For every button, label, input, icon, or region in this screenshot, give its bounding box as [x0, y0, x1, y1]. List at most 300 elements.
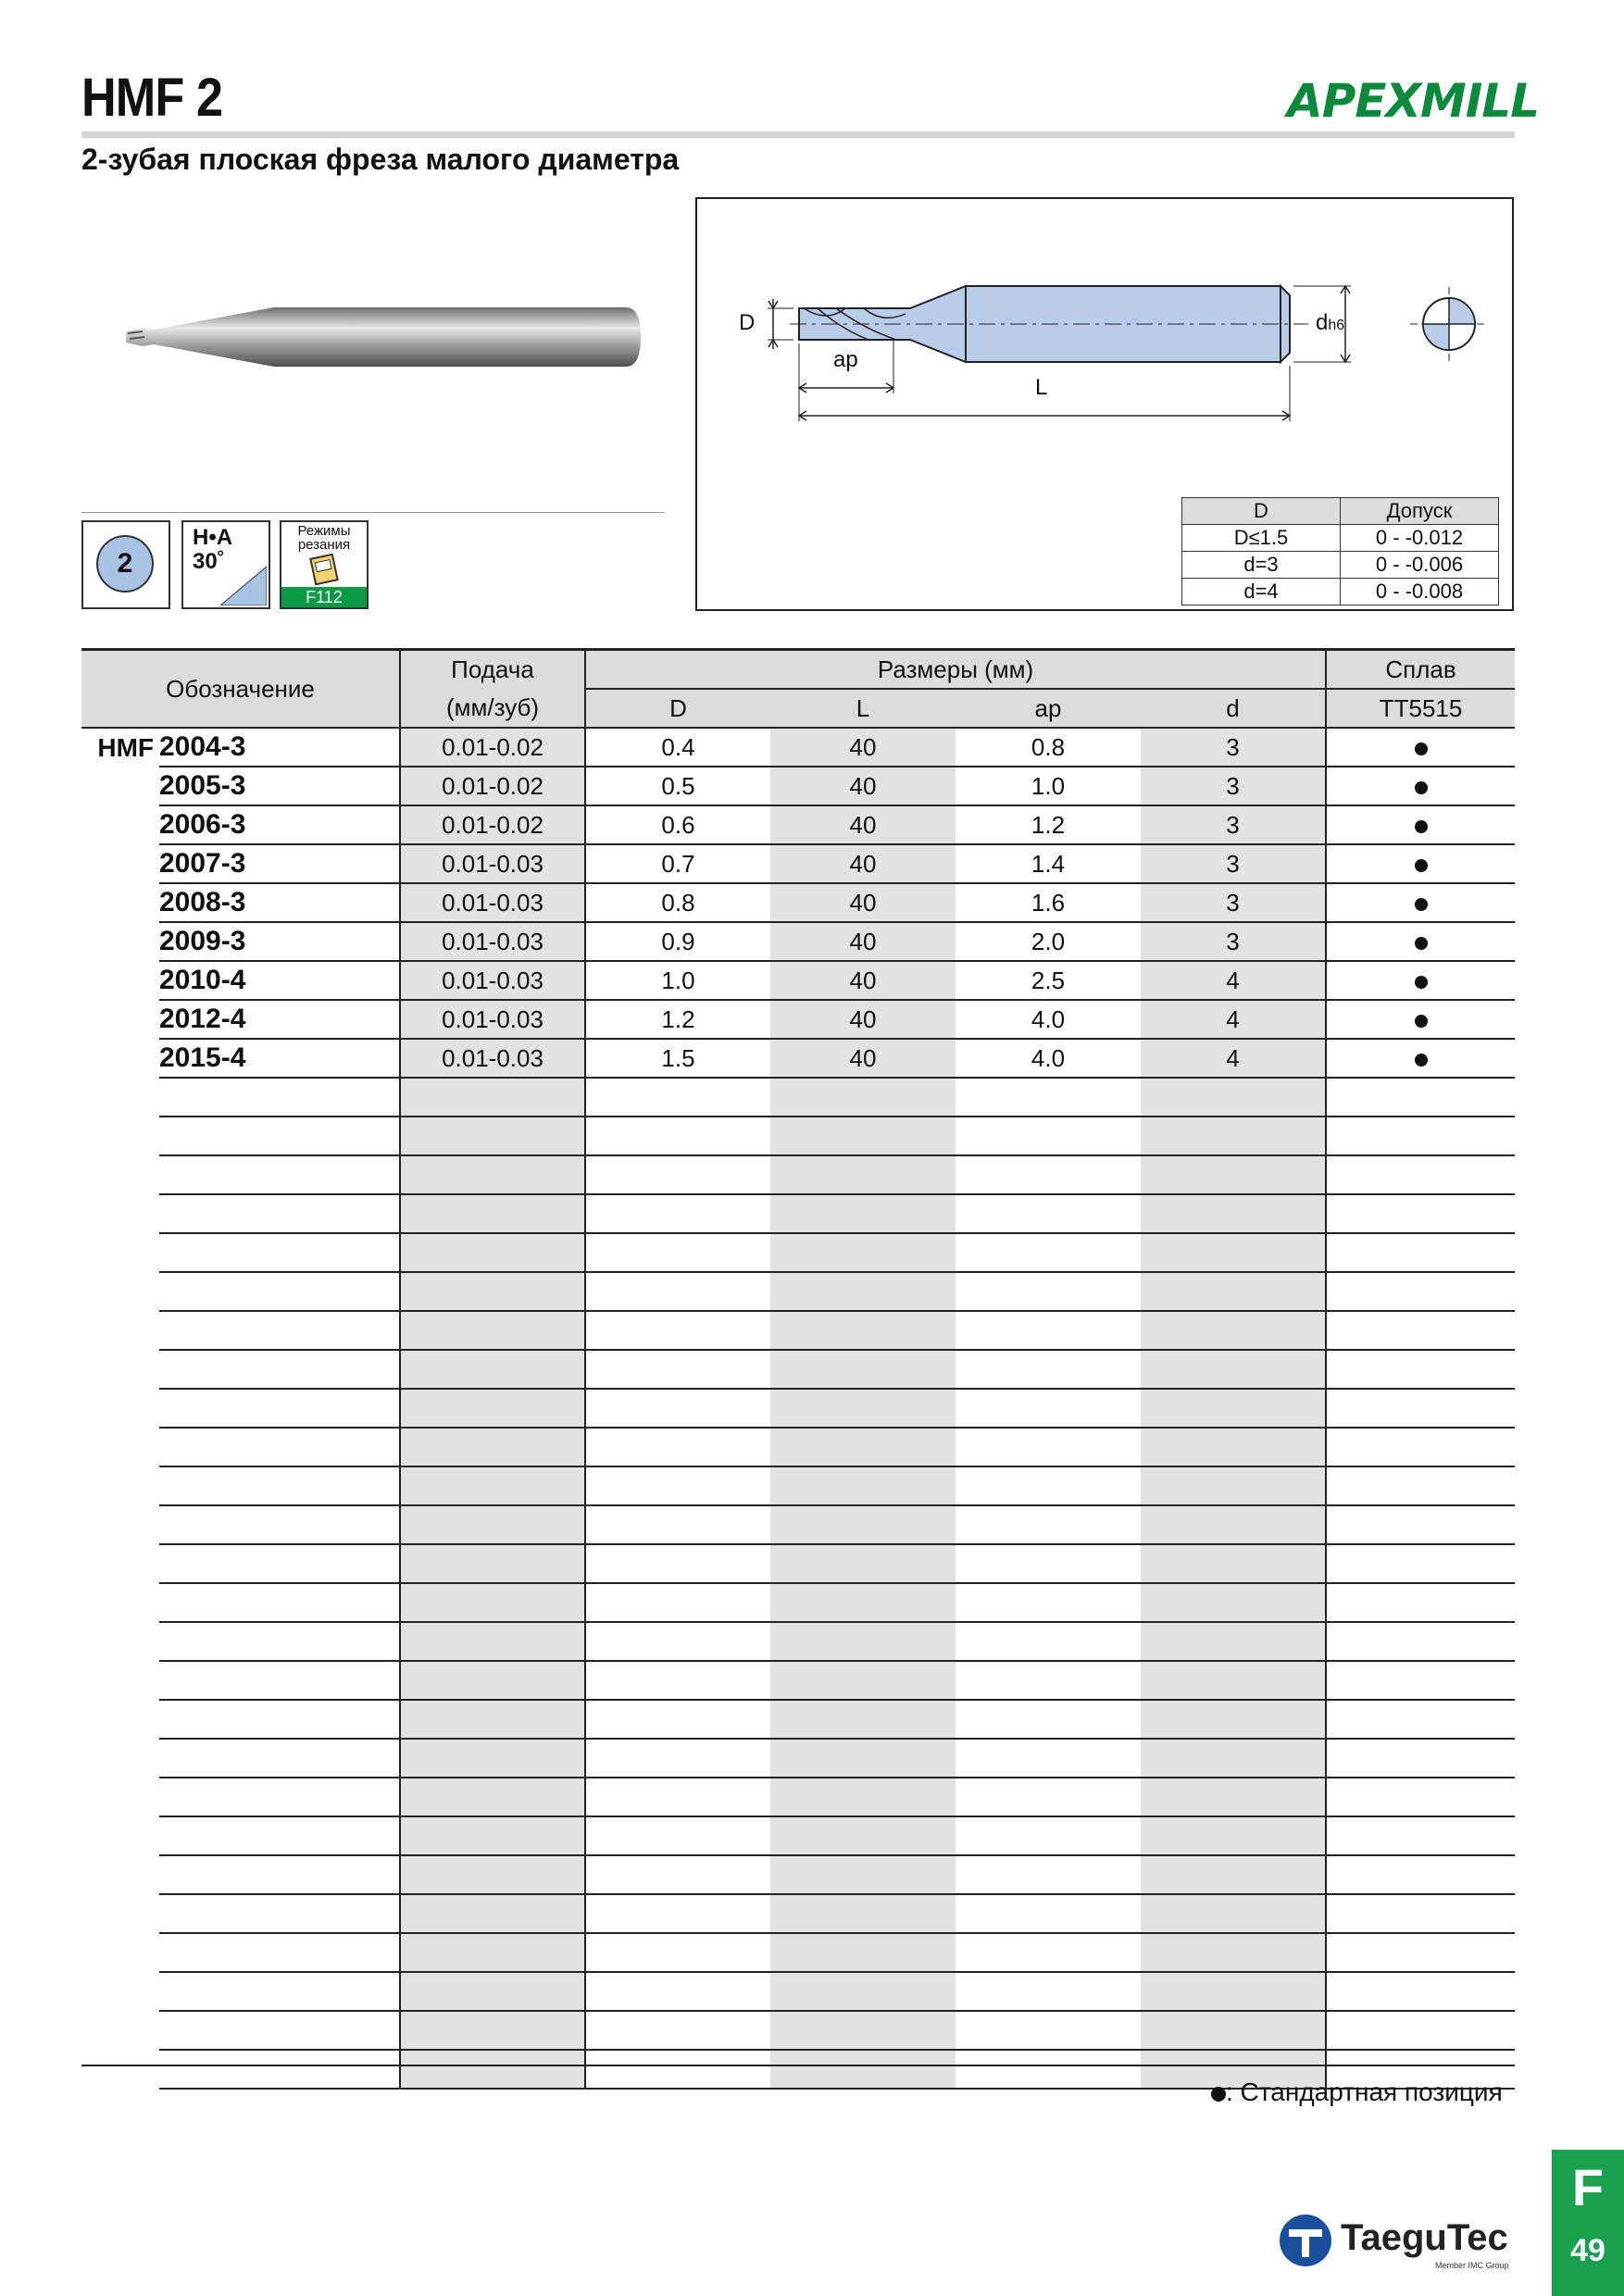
designation-cell	[159, 1622, 400, 1661]
empty-cell	[585, 1311, 770, 1350]
empty-cell	[1326, 1739, 1515, 1778]
empty-cell	[1141, 1350, 1326, 1389]
empty-cell	[770, 1078, 956, 1117]
empty-row	[81, 1428, 1515, 1466]
row-prefix	[81, 1272, 159, 1311]
table-bottom-rule	[81, 2065, 1515, 2066]
empty-cell	[770, 1117, 956, 1155]
row-prefix	[81, 2050, 159, 2089]
empty-cell	[400, 1933, 585, 1972]
empty-cell	[585, 2050, 770, 2089]
row-prefix	[81, 805, 159, 844]
availability-cell	[1326, 922, 1515, 961]
header-feed: Подача	[400, 650, 585, 690]
empty-cell	[1326, 1233, 1515, 1272]
availability-cell	[1326, 961, 1515, 1000]
empty-cell	[1141, 1661, 1326, 1700]
empty-cell	[400, 1428, 585, 1466]
empty-row	[81, 1972, 1515, 2011]
empty-cell	[1141, 1078, 1326, 1117]
empty-cell	[1141, 1233, 1326, 1272]
empty-cell	[770, 1778, 956, 1816]
designation-cell	[159, 1389, 400, 1428]
empty-cell	[770, 1272, 956, 1311]
empty-cell	[400, 1389, 585, 1428]
feed-cell: 0.01-0.02	[400, 767, 585, 805]
empty-cell	[585, 1933, 770, 1972]
L-cell: 40	[770, 961, 956, 1000]
empty-cell	[956, 1972, 1141, 2011]
row-prefix	[81, 2011, 159, 2050]
header-L: L	[770, 689, 956, 728]
ap-cell: 1.4	[956, 844, 1141, 883]
standard-dot-icon	[1415, 820, 1428, 833]
row-prefix	[81, 1855, 159, 1894]
ap-cell: 1.0	[956, 767, 1141, 805]
d-cell: 3	[1141, 767, 1326, 805]
empty-cell	[585, 1466, 770, 1505]
tolerance-cell: 0 - -0.008	[1341, 579, 1499, 605]
empty-cell	[1141, 1466, 1326, 1505]
empty-cell	[1326, 1389, 1515, 1428]
availability-cell	[1326, 767, 1515, 805]
standard-dot-icon	[1415, 898, 1428, 911]
row-prefix	[81, 1816, 159, 1855]
product-table-body	[81, 728, 1515, 2089]
photo-divider	[81, 512, 665, 513]
designation-cell	[159, 1661, 400, 1700]
empty-cell	[1141, 1389, 1326, 1428]
designation-cell	[159, 1194, 400, 1233]
empty-cell	[1326, 1778, 1515, 1816]
empty-cell	[400, 1778, 585, 1816]
empty-cell	[1141, 1583, 1326, 1622]
d-cell: 3	[1141, 728, 1326, 767]
designation-cell	[159, 1428, 400, 1466]
cutting-conditions-icon	[280, 520, 369, 609]
designation-cell: 2010-4	[159, 961, 400, 1000]
tolerance-cell: 0 - -0.012	[1341, 525, 1499, 552]
empty-cell	[400, 1700, 585, 1739]
helix-angle-icon	[181, 520, 270, 609]
empty-row	[81, 1778, 1515, 1816]
designation-cell	[159, 1350, 400, 1389]
empty-cell	[1141, 1544, 1326, 1583]
empty-cell	[956, 1233, 1141, 1272]
empty-cell	[1326, 1155, 1515, 1194]
empty-cell	[1326, 1272, 1515, 1311]
designation-cell	[159, 1505, 400, 1544]
empty-cell	[400, 1272, 585, 1311]
empty-cell	[770, 1894, 956, 1933]
row-prefix	[81, 1700, 159, 1739]
empty-cell	[585, 1661, 770, 1700]
company-name: TaeguTec	[1341, 2217, 1508, 2258]
empty-cell	[400, 1972, 585, 2011]
D-cell: 1.2	[585, 1000, 770, 1039]
D-cell: 0.5	[585, 767, 770, 805]
designation-cell	[159, 1700, 400, 1739]
empty-row	[81, 1700, 1515, 1739]
empty-row	[81, 1622, 1515, 1661]
empty-cell	[1141, 1622, 1326, 1661]
availability-cell	[1326, 805, 1515, 844]
header-ap: ap	[956, 689, 1141, 728]
empty-row	[81, 1583, 1515, 1622]
empty-row	[81, 1661, 1515, 1700]
empty-cell	[770, 1505, 956, 1544]
row-prefix	[81, 1155, 159, 1194]
row-prefix	[81, 1039, 159, 1078]
row-prefix	[81, 1505, 159, 1544]
ap-cell: 2.5	[956, 961, 1141, 1000]
designation-cell: 2006-3	[159, 805, 400, 844]
empty-cell	[585, 1622, 770, 1661]
standard-dot-icon	[1415, 781, 1428, 794]
availability-cell	[1326, 883, 1515, 922]
cutting-page-ref: F112	[281, 587, 367, 607]
standard-dot-icon	[1415, 976, 1428, 989]
page-subtitle: 2-зубая плоская фреза малого диаметра	[81, 143, 680, 176]
D-cell: 0.6	[585, 805, 770, 844]
empty-cell	[956, 1194, 1141, 1233]
standard-dot-icon	[1415, 1015, 1428, 1028]
empty-cell	[956, 1078, 1141, 1117]
empty-cell	[1326, 1855, 1515, 1894]
D-cell: 0.4	[585, 728, 770, 767]
empty-cell	[1326, 1622, 1515, 1661]
empty-cell	[770, 2050, 956, 2089]
tolerance-header-tolerance: Допуск	[1341, 498, 1499, 525]
feed-cell: 0.01-0.03	[400, 1039, 585, 1078]
d-cell: 3	[1141, 805, 1326, 844]
ap-cell: 2.0	[956, 922, 1141, 961]
empty-row	[81, 1233, 1515, 1272]
empty-cell	[1326, 1194, 1515, 1233]
empty-cell	[400, 2050, 585, 2089]
empty-cell	[770, 1700, 956, 1739]
tolerance-cell: D≤1.5	[1182, 525, 1341, 552]
empty-cell	[1141, 1505, 1326, 1544]
empty-cell	[956, 1117, 1141, 1155]
D-cell: 1.0	[585, 961, 770, 1000]
empty-row	[81, 1505, 1515, 1544]
row-prefix	[81, 1544, 159, 1583]
empty-row	[81, 1272, 1515, 1311]
empty-cell	[1326, 1466, 1515, 1505]
empty-row	[81, 1894, 1515, 1933]
empty-cell	[770, 1155, 956, 1194]
dim-label-d: dh6	[1316, 310, 1345, 335]
empty-cell	[770, 1622, 956, 1661]
empty-cell	[1141, 1155, 1326, 1194]
empty-cell	[1326, 1583, 1515, 1622]
row-prefix	[81, 883, 159, 922]
standard-dot-icon	[1415, 1054, 1428, 1067]
empty-cell	[1141, 1194, 1326, 1233]
designation-cell: 2007-3	[159, 844, 400, 883]
section-tab	[1552, 2150, 1624, 2296]
empty-cell	[585, 1855, 770, 1894]
tolerance-cell: d=3	[1182, 552, 1341, 579]
empty-cell	[585, 1816, 770, 1855]
empty-cell	[1326, 1350, 1515, 1389]
empty-cell	[956, 1311, 1141, 1350]
empty-cell	[956, 1933, 1141, 1972]
cutting-label-1: Режимы	[297, 523, 351, 539]
empty-cell	[585, 1778, 770, 1816]
empty-cell	[770, 1466, 956, 1505]
dim-label-ap: ap	[833, 347, 858, 372]
tolerance-table	[1181, 497, 1499, 605]
designation-cell	[159, 1933, 400, 1972]
empty-row	[81, 1350, 1515, 1389]
company-subtitle: Member IMC Group	[1435, 2261, 1509, 2270]
empty-cell	[770, 1661, 956, 1700]
empty-row	[81, 1311, 1515, 1350]
empty-cell	[585, 1505, 770, 1544]
row-prefix	[81, 961, 159, 1000]
empty-cell	[1141, 1700, 1326, 1739]
tolerance-cell: d=4	[1182, 579, 1341, 605]
empty-cell	[1326, 1311, 1515, 1350]
L-cell: 40	[770, 1039, 956, 1078]
empty-cell	[956, 2011, 1141, 2050]
empty-cell	[400, 1311, 585, 1350]
designation-cell	[159, 1155, 400, 1194]
row-prefix	[81, 1233, 159, 1272]
empty-cell	[1326, 1894, 1515, 1933]
flute-count-icon	[81, 520, 170, 609]
empty-cell	[956, 1622, 1141, 1661]
d-cell: 4	[1141, 961, 1326, 1000]
standard-dot-icon	[1211, 2087, 1226, 2102]
table-row	[81, 844, 1515, 883]
empty-cell	[400, 1155, 585, 1194]
designation-cell	[159, 1272, 400, 1311]
empty-cell	[956, 1583, 1141, 1622]
row-prefix	[81, 1778, 159, 1816]
d-cell: 4	[1141, 1039, 1326, 1078]
designation-cell: 2005-3	[159, 767, 400, 805]
L-cell: 40	[770, 883, 956, 922]
empty-row	[81, 1855, 1515, 1894]
flute-count-value: 2	[96, 535, 154, 593]
header-divider	[81, 131, 1515, 138]
end-mill-photo	[126, 294, 644, 380]
empty-cell	[400, 1350, 585, 1389]
row-prefix	[81, 1933, 159, 1972]
empty-cell	[770, 1544, 956, 1583]
empty-cell	[400, 1505, 585, 1544]
row-prefix	[81, 1078, 159, 1117]
designation-cell	[159, 1816, 400, 1855]
feed-cell: 0.01-0.03	[400, 922, 585, 961]
empty-cell	[400, 1894, 585, 1933]
empty-row	[81, 1078, 1515, 1117]
empty-cell	[585, 1078, 770, 1117]
legend-text: : Стандартная позиция	[1226, 2078, 1503, 2106]
empty-cell	[1326, 1428, 1515, 1466]
empty-cell	[956, 1816, 1141, 1855]
empty-cell	[400, 1816, 585, 1855]
empty-cell	[1326, 1078, 1515, 1117]
standard-dot-icon	[1415, 859, 1428, 872]
row-prefix	[81, 1350, 159, 1389]
D-cell: 0.8	[585, 883, 770, 922]
empty-cell	[585, 1155, 770, 1194]
table-row	[81, 1039, 1515, 1078]
empty-cell	[770, 1233, 956, 1272]
taegutec-logo	[1276, 2203, 1526, 2277]
header-alloy: Сплав	[1326, 650, 1515, 690]
page-title: HMF 2	[81, 68, 223, 128]
designation-cell: 2015-4	[159, 1039, 400, 1078]
empty-cell	[956, 1350, 1141, 1389]
empty-cell	[956, 1778, 1141, 1816]
header-feed-unit: (мм/зуб)	[400, 689, 585, 728]
ap-cell: 4.0	[956, 1000, 1141, 1039]
designation-cell	[159, 1466, 400, 1505]
empty-row	[81, 1389, 1515, 1428]
empty-row	[81, 1544, 1515, 1583]
designation-cell	[159, 1894, 400, 1933]
empty-cell	[1326, 1661, 1515, 1700]
empty-cell	[1326, 1117, 1515, 1155]
d-cell: 3	[1141, 922, 1326, 961]
empty-cell	[770, 1311, 956, 1350]
empty-row	[81, 1466, 1515, 1505]
ap-cell: 1.2	[956, 805, 1141, 844]
empty-cell	[1141, 1972, 1326, 2011]
page-number: 49	[1570, 2233, 1605, 2268]
empty-cell	[585, 1428, 770, 1466]
table-row	[81, 767, 1515, 805]
empty-cell	[1141, 1739, 1326, 1778]
availability-cell	[1326, 844, 1515, 883]
empty-cell	[1141, 1311, 1326, 1350]
d-cell: 3	[1141, 883, 1326, 922]
empty-cell	[956, 1466, 1141, 1505]
empty-cell	[956, 1700, 1141, 1739]
row-prefix	[81, 1466, 159, 1505]
header-designation: Обозначение	[81, 650, 400, 729]
tolerance-header-d: D	[1182, 498, 1341, 525]
designation-cell	[159, 1778, 400, 1816]
ap-cell: 1.6	[956, 883, 1141, 922]
row-prefix	[81, 1000, 159, 1039]
empty-cell	[1141, 2011, 1326, 2050]
empty-cell	[585, 1272, 770, 1311]
row-prefix	[81, 844, 159, 883]
empty-cell	[400, 1117, 585, 1155]
empty-cell	[1326, 1816, 1515, 1855]
empty-cell	[770, 1428, 956, 1466]
dim-label-D: D	[739, 310, 756, 335]
empty-cell	[1141, 1816, 1326, 1855]
feed-cell: 0.01-0.03	[400, 844, 585, 883]
empty-row	[81, 1816, 1515, 1855]
empty-cell	[585, 1389, 770, 1428]
d-cell: 4	[1141, 1000, 1326, 1039]
empty-cell	[770, 1350, 956, 1389]
designation-cell	[159, 1739, 400, 1778]
empty-cell	[585, 2011, 770, 2050]
ap-cell: 0.8	[956, 728, 1141, 767]
empty-cell	[1141, 1894, 1326, 1933]
empty-cell	[956, 1739, 1141, 1778]
empty-cell	[956, 1855, 1141, 1894]
empty-row	[81, 1155, 1515, 1194]
empty-cell	[585, 1350, 770, 1389]
empty-row	[81, 2011, 1515, 2050]
empty-row	[81, 1739, 1515, 1778]
empty-cell	[1141, 1933, 1326, 1972]
empty-cell	[400, 1078, 585, 1117]
table-row	[81, 961, 1515, 1000]
row-prefix	[81, 1117, 159, 1155]
drawing-svg	[697, 199, 1512, 495]
section-letter: F	[1571, 2158, 1605, 2216]
empty-cell	[770, 1194, 956, 1233]
empty-cell	[956, 1894, 1141, 1933]
designation-cell	[159, 1233, 400, 1272]
helix-label: H•A	[193, 525, 233, 550]
row-prefix	[81, 1661, 159, 1700]
row-prefix	[81, 1194, 159, 1233]
empty-cell	[585, 1700, 770, 1739]
table-row	[81, 1000, 1515, 1039]
empty-cell	[770, 1972, 956, 2011]
empty-cell	[956, 1428, 1141, 1466]
availability-cell	[1326, 1039, 1515, 1078]
designation-cell: 2012-4	[159, 1000, 400, 1039]
row-prefix	[81, 1972, 159, 2011]
standard-dot-icon	[1415, 937, 1428, 950]
empty-cell	[956, 2050, 1141, 2089]
designation-cell	[159, 1583, 400, 1622]
ap-cell: 4.0	[956, 1039, 1141, 1078]
empty-cell	[1326, 1544, 1515, 1583]
header-grade: TT5515	[1326, 689, 1515, 728]
L-cell: 40	[770, 922, 956, 961]
empty-cell	[956, 1661, 1141, 1700]
empty-cell	[585, 1739, 770, 1778]
availability-cell	[1326, 1000, 1515, 1039]
designation-cell: 2004-3	[159, 728, 400, 767]
feed-cell: 0.01-0.02	[400, 728, 585, 767]
row-prefix	[81, 1311, 159, 1350]
empty-cell	[956, 1272, 1141, 1311]
table-row	[81, 805, 1515, 844]
legend	[1211, 2078, 1503, 2107]
empty-cell	[400, 1661, 585, 1700]
empty-cell	[400, 1739, 585, 1778]
designation-cell	[159, 1544, 400, 1583]
header-d: d	[1141, 689, 1326, 728]
product-table	[81, 648, 1515, 2090]
empty-cell	[956, 1155, 1141, 1194]
row-prefix	[81, 1739, 159, 1778]
designation-cell	[159, 2011, 400, 2050]
empty-cell	[770, 1583, 956, 1622]
d-cell: 3	[1141, 844, 1326, 883]
empty-cell	[1326, 1505, 1515, 1544]
empty-cell	[770, 1739, 956, 1778]
empty-row	[81, 1933, 1515, 1972]
empty-cell	[585, 1233, 770, 1272]
cutting-label-2: резания	[297, 537, 351, 553]
